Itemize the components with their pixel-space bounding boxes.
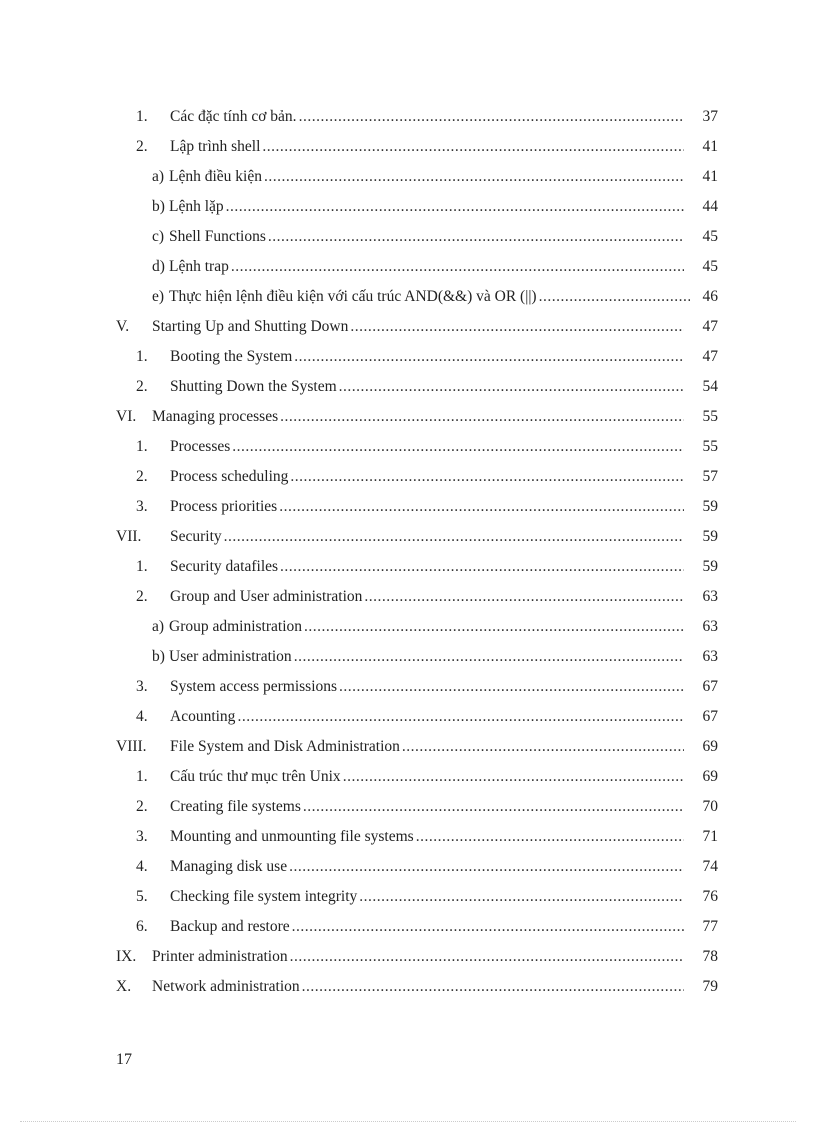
toc-entry[interactable] <box>0 102 816 132</box>
toc-dot-leader <box>279 498 684 516</box>
toc-dot-leader <box>539 288 690 306</box>
toc-entry-title: Acounting <box>170 708 236 725</box>
toc-entry[interactable] <box>0 192 816 222</box>
toc-entry-page: 69 <box>702 768 718 785</box>
toc-entry-number: e) <box>152 288 165 305</box>
toc-entry-page: 78 <box>702 948 718 965</box>
toc-entry[interactable] <box>0 762 816 792</box>
toc-entry-number: 2. <box>136 588 148 605</box>
toc-dot-leader <box>232 438 684 456</box>
toc-entry-title-wrap <box>170 348 684 366</box>
toc-entry-number: 1. <box>136 348 148 365</box>
toc-entry[interactable] <box>0 342 816 372</box>
toc-entry-title: Các đặc tính cơ bản. <box>170 108 297 125</box>
toc-entry[interactable] <box>0 702 816 732</box>
toc-entry-number: IX. <box>116 948 137 965</box>
toc-dot-leader <box>339 378 684 396</box>
toc-entry-title: Backup and restore <box>170 918 290 935</box>
toc-entry-title: Process priorities <box>170 498 278 515</box>
toc-entry-page: 47 <box>702 348 718 365</box>
toc-entry-page: 79 <box>702 978 718 995</box>
toc-entry-title: Cấu trúc thư mục trên Unix <box>170 768 341 785</box>
toc-entry-title: Lệnh lặp <box>169 198 224 215</box>
toc-entry[interactable] <box>0 882 816 912</box>
toc-entry[interactable] <box>0 582 816 612</box>
toc-entry-title-wrap <box>152 408 684 426</box>
toc-dot-leader <box>290 468 684 486</box>
toc-entry-title: Mounting and unmounting file systems <box>170 828 414 845</box>
toc-entry-page: 41 <box>702 138 718 155</box>
toc-entry-title-wrap <box>169 258 684 276</box>
toc-entry-number: 2. <box>136 798 148 815</box>
toc-entry-title-wrap <box>169 198 684 216</box>
toc-entry-title-wrap <box>152 318 684 336</box>
toc-entry-title-wrap <box>169 228 684 246</box>
toc-entry-number: 2. <box>136 378 148 395</box>
toc-entry-title-wrap <box>152 948 684 966</box>
toc-entry[interactable] <box>0 732 816 762</box>
toc-entry[interactable] <box>0 912 816 942</box>
toc-entry-page: 67 <box>702 678 718 695</box>
toc-entry-page: 44 <box>702 198 718 215</box>
toc-dot-leader <box>416 828 684 846</box>
toc-dot-leader <box>226 198 684 216</box>
toc-entry[interactable] <box>0 522 816 552</box>
toc-entry[interactable] <box>0 822 816 852</box>
toc-entry-title-wrap <box>152 978 684 996</box>
toc-entry[interactable] <box>0 162 816 192</box>
toc-entry-title-wrap <box>170 918 684 936</box>
toc-entry-number: b) <box>152 198 165 215</box>
toc-entry-title: Booting the System <box>170 348 293 365</box>
toc-dot-leader <box>302 978 684 996</box>
toc-entry-page: 55 <box>702 408 718 425</box>
toc-entry-number: b) <box>152 648 165 665</box>
toc-dot-leader <box>303 798 684 816</box>
toc-entry-title: Security <box>170 528 222 545</box>
toc-entry[interactable] <box>0 222 816 252</box>
toc-entry-number: 2. <box>136 468 148 485</box>
toc-dot-leader <box>364 588 684 606</box>
toc-dot-leader <box>237 708 684 726</box>
toc-entry-page: 76 <box>702 888 718 905</box>
toc-dot-leader <box>350 318 684 336</box>
toc-entry-page: 41 <box>702 168 718 185</box>
toc-entry-page: 59 <box>702 498 718 515</box>
toc-dot-leader <box>262 138 684 156</box>
toc-entry-number: 3. <box>136 828 148 845</box>
toc-entry-number: c) <box>152 228 165 245</box>
toc-entry-number: VI. <box>116 408 137 425</box>
toc-entry-title-wrap <box>170 798 684 816</box>
toc-dot-leader <box>231 258 684 276</box>
toc-entry[interactable] <box>0 492 816 522</box>
toc-entry-title: Group and User administration <box>170 588 363 605</box>
toc-entry-number: 3. <box>136 498 148 515</box>
toc-dot-leader <box>304 618 684 636</box>
toc-entry[interactable] <box>0 852 816 882</box>
toc-entry-number: 3. <box>136 678 148 695</box>
toc-entry-number: 1. <box>136 438 148 455</box>
toc-dot-leader <box>264 168 684 186</box>
toc-entry-number: VII. <box>116 528 142 545</box>
toc-entry-title: Managing processes <box>152 408 279 425</box>
toc-entry-title: Processes <box>170 438 231 455</box>
toc-entry[interactable] <box>0 132 816 162</box>
toc-dot-leader <box>343 768 684 786</box>
toc-entry-page: 63 <box>702 648 718 665</box>
toc-entry-page: 63 <box>702 618 718 635</box>
toc-entry-page: 57 <box>702 468 718 485</box>
toc-dot-leader <box>359 888 684 906</box>
toc-entry-number: 1. <box>136 768 148 785</box>
toc-entry-page: 37 <box>702 108 718 125</box>
toc-entry-number: a) <box>152 618 165 635</box>
toc-entry-title-wrap <box>170 528 684 546</box>
toc-entry-title-wrap <box>170 828 684 846</box>
toc-entry-title-wrap <box>170 558 684 576</box>
toc-dot-leader <box>224 528 684 546</box>
toc-entry-title: Starting Up and Shutting Down <box>152 318 349 335</box>
toc-entry-number: 4. <box>136 708 148 725</box>
toc-entry-page: 70 <box>702 798 718 815</box>
toc-entry-title: Lệnh điều kiện <box>169 168 262 185</box>
toc-entry[interactable] <box>0 942 816 972</box>
toc-entry-title-wrap <box>169 648 684 666</box>
toc-entry-title-wrap <box>170 498 684 516</box>
toc-entry-title: Checking file system integrity <box>170 888 358 905</box>
toc-entry[interactable] <box>0 402 816 432</box>
toc-dot-leader <box>299 108 684 126</box>
toc-dot-leader <box>339 678 684 696</box>
toc-dot-leader <box>290 948 684 966</box>
toc-entry-page: 63 <box>702 588 718 605</box>
toc-dot-leader <box>289 858 684 876</box>
toc-entry[interactable] <box>0 462 816 492</box>
toc-dot-leader <box>292 918 684 936</box>
toc-entry-title: Security datafiles <box>170 558 279 575</box>
toc-entry[interactable] <box>0 282 816 312</box>
toc-entry-number: 2. <box>136 138 148 155</box>
toc-dot-leader <box>268 228 684 246</box>
toc-entry[interactable] <box>0 252 816 282</box>
toc-entry-page: 59 <box>702 528 718 545</box>
toc-entry-number: d) <box>152 258 165 275</box>
toc-entry-title: Managing disk use <box>170 858 288 875</box>
toc-entry-title: Process scheduling <box>170 468 289 485</box>
toc-entry-title: User administration <box>169 648 292 665</box>
toc-entry[interactable] <box>0 972 816 1002</box>
toc-entry-page: 47 <box>702 318 718 335</box>
toc-entry-page: 59 <box>702 558 718 575</box>
toc-entry-title-wrap <box>170 438 684 456</box>
toc-entry-title: Printer administration <box>152 948 288 965</box>
toc-dot-leader <box>294 648 684 666</box>
toc-entry[interactable] <box>0 372 816 402</box>
toc-entry-page: 69 <box>702 738 718 755</box>
toc-entry-title-wrap <box>169 288 690 306</box>
toc-entry-title: Network administration <box>152 978 300 995</box>
page-bottom-border <box>20 1121 796 1122</box>
toc-entry-title: Lập trình shell <box>170 138 261 155</box>
toc-entry-number: 5. <box>136 888 148 905</box>
toc-dot-leader <box>280 558 684 576</box>
toc-dot-leader <box>280 408 684 426</box>
toc-entry-title: Shell Functions <box>169 228 266 245</box>
toc-entry-number: 1. <box>136 558 148 575</box>
toc-entry[interactable] <box>0 672 816 702</box>
toc-entry[interactable] <box>0 612 816 642</box>
toc-entry-title-wrap <box>170 108 684 126</box>
toc-entry-page: 54 <box>702 378 718 395</box>
toc-entry-title-wrap <box>169 168 684 186</box>
toc-entry-page: 45 <box>702 228 718 245</box>
toc-entry-number: 4. <box>136 858 148 875</box>
toc-entry-title-wrap <box>170 378 684 396</box>
toc-entry-title-wrap <box>170 468 684 486</box>
toc-entry-title-wrap <box>170 738 684 756</box>
toc-entry-number: a) <box>152 168 165 185</box>
toc-entry[interactable] <box>0 432 816 462</box>
toc-entry-number: VIII. <box>116 738 147 755</box>
toc-entry-number: 6. <box>136 918 148 935</box>
toc-dot-leader <box>294 348 684 366</box>
toc-entry-number: V. <box>116 318 130 335</box>
toc-entry-title: Group administration <box>169 618 303 635</box>
toc-entry-title-wrap <box>170 678 684 696</box>
toc-entry-page: 71 <box>702 828 718 845</box>
toc-dot-leader <box>402 738 684 756</box>
toc-entry-page: 77 <box>702 918 718 935</box>
toc-entry-title-wrap <box>170 768 684 786</box>
toc-entry-number: X. <box>116 978 132 995</box>
toc-entry-page: 67 <box>702 708 718 725</box>
toc-entry-title-wrap <box>170 138 684 156</box>
toc-entry-title: File System and Disk Administration <box>170 738 400 755</box>
toc-entry-title-wrap <box>170 888 684 906</box>
toc-entry-title-wrap <box>170 588 684 606</box>
toc-entry-page: 46 <box>702 288 718 305</box>
toc-entry[interactable] <box>0 552 816 582</box>
toc-entry-title: Creating file systems <box>170 798 301 815</box>
toc-entry[interactable] <box>0 312 816 342</box>
toc-entry-title-wrap <box>170 858 684 876</box>
toc-entry-title-wrap <box>170 708 684 726</box>
toc-entry-page: 45 <box>702 258 718 275</box>
toc-entry-title: System access permissions <box>170 678 338 695</box>
toc-entry-title-wrap <box>169 618 684 636</box>
toc-entry-page: 55 <box>702 438 718 455</box>
toc-entry-title: Thực hiện lệnh điều kiện với cấu trúc AND(&&) và OR (||) <box>169 288 537 305</box>
toc-entry-title: Shutting Down the System <box>170 378 337 395</box>
toc-entry-number: 1. <box>136 108 148 125</box>
toc-entry-page: 74 <box>702 858 718 875</box>
toc-entry-title: Lệnh trap <box>169 258 229 275</box>
page-number: 17 <box>116 1051 132 1068</box>
toc-entry[interactable] <box>0 792 816 822</box>
toc-entry[interactable] <box>0 642 816 672</box>
